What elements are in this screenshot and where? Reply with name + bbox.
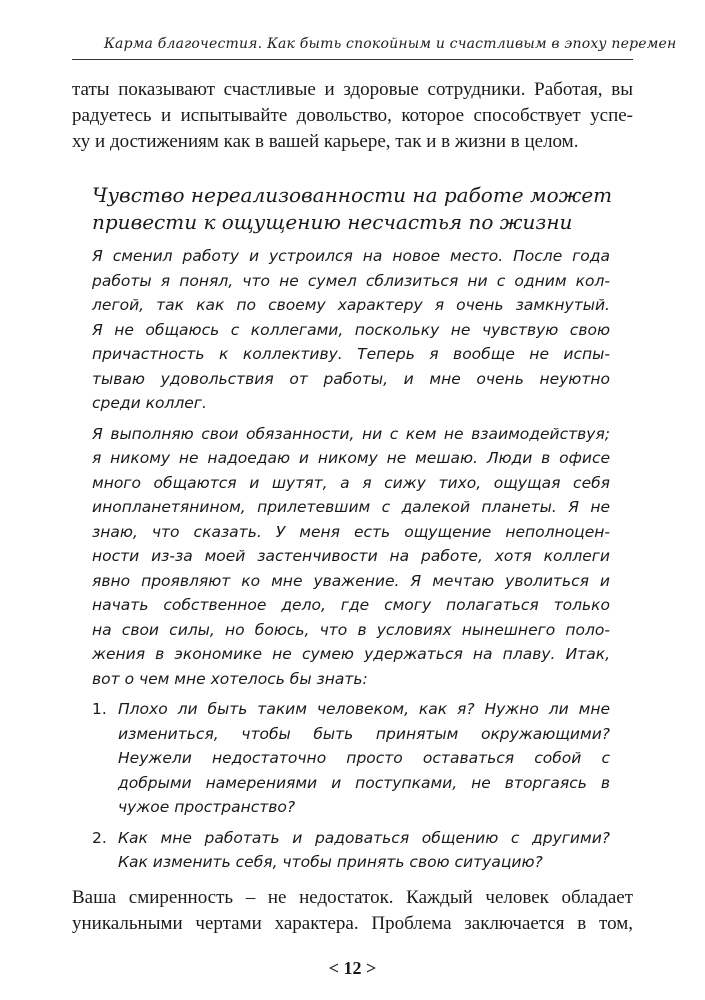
- letter-line: Я выполняю свои обязанности, ни с кем не взаимодействуя;: [92, 424, 610, 443]
- running-header: Карма благочестия. Как быть спокойным и счастливым в эпоху перемен: [104, 36, 677, 52]
- question-line: чужое пространство?: [118, 798, 296, 816]
- question-line: Неужели недостаточно просто оставаться собой с: [118, 749, 610, 767]
- outro-paragraph: [72, 885, 633, 937]
- question-number: 1.: [92, 700, 107, 718]
- header-divider: [72, 59, 633, 60]
- letter-line: я никому не надоедаю и никому не мешаю. Люди в офисе: [92, 449, 610, 467]
- letter-line: начать собственное дело, где смогу полагаться только: [92, 596, 610, 614]
- question-line: добрыми намерениями и поступками, не вторгаясь в: [118, 773, 610, 792]
- question-number: 2.: [92, 828, 107, 847]
- question-item: [92, 826, 610, 875]
- letter-line: явно проявляют ко мне уважение. Я мечтаю уволиться и: [92, 571, 610, 590]
- heading-line: Чувство нереализованности на работе может: [92, 183, 613, 207]
- letter-line: Я не общаюсь с коллегами, поскольку не чувствую свою: [92, 320, 610, 339]
- intro-line: таты показывают счастливые и здоровые сотрудники. Работая, вы: [72, 79, 633, 100]
- letter-line: на свои силы, но боюсь, что в условиях нынешнего поло-: [92, 620, 610, 639]
- letter-line: знаю, что сказать. У меня есть ощущение неполноцен-: [92, 522, 610, 541]
- section-heading: [92, 182, 632, 236]
- intro-line: ху и достижениям как в вашей карьере, так и в жизни в целом.: [72, 131, 579, 152]
- heading-line: привести к ощущению несчастья по жизни: [92, 210, 573, 234]
- intro-line: радуетесь и испытывайте довольство, которое способствует успе-: [72, 105, 633, 126]
- letter-paragraph-1: [92, 244, 610, 416]
- letter-line: вот о чем мне хотелось бы знать:: [92, 669, 368, 688]
- question-list: [92, 697, 610, 875]
- question-line: Как мне работать и радоваться общению с другими?: [118, 828, 610, 847]
- letter-line: среди коллег.: [92, 394, 207, 412]
- letter-line: причастность к коллективу. Теперь я вообще не испы-: [92, 345, 610, 363]
- letter-line: инопланетянином, прилетевшим с далекой планеты. Я не: [92, 498, 610, 516]
- letter-line: жения в экономике не сумею удержаться на плаву. Итак,: [92, 645, 610, 663]
- outro-line: Ваша смиренность – не недостаток. Каждый человек обладает: [72, 887, 633, 908]
- intro-paragraph: [72, 77, 633, 155]
- letter-line: много общаются и шутят, а я сижу тихо, ощущая себя: [92, 473, 610, 492]
- question-line: Плохо ли быть таким человеком, как я? Нужно ли мне: [118, 700, 610, 718]
- letter-line: работы я понял, что не сумел сблизиться ни с одним кол-: [92, 271, 610, 290]
- question-item: [92, 697, 610, 820]
- letter-line: Я сменил работу и устроился на новое место. После года: [92, 247, 610, 265]
- outro-line: уникальными чертами характера. Проблема заключается в том,: [72, 913, 633, 934]
- reader-letter: [92, 244, 610, 881]
- letter-paragraph-2: [92, 422, 610, 692]
- page-number: < 12 >: [328, 958, 377, 978]
- letter-line: тываю удовольствия от работы, и мне очень неуютно: [92, 369, 610, 388]
- letter-line: легой, так как по своему характеру я очень замкнутый.: [92, 296, 610, 314]
- question-line: измениться, чтобы быть принятым окружающими?: [118, 724, 610, 743]
- question-line: Как изменить себя, чтобы принять свою ситуацию?: [118, 853, 543, 871]
- letter-line: ности из-за моей застенчивости на работе, хотя коллеги: [92, 547, 610, 565]
